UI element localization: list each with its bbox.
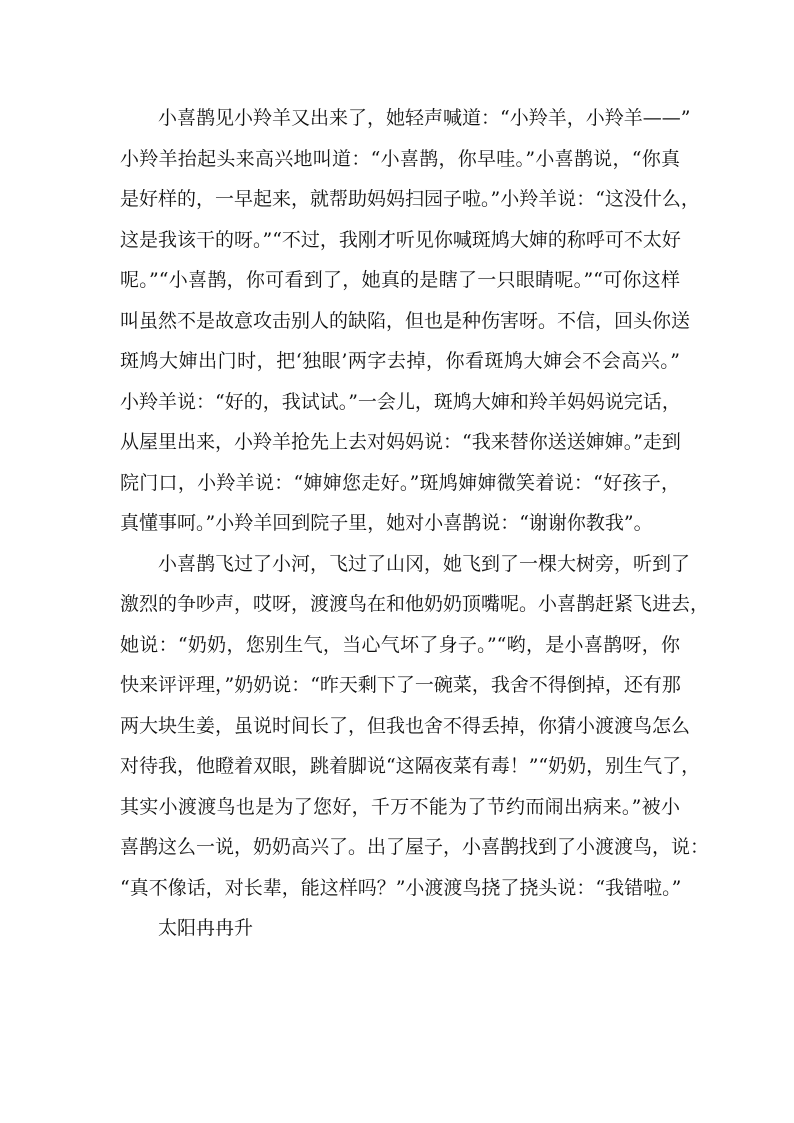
text-line: “真不像话，对长辈，能这样吗？”小渡渡鸟挠了挠头说：“我错啦。”	[120, 876, 682, 899]
text-line: 小羚羊说：“好的，我试试。”一会儿，斑鸠大婶和羚羊妈妈说完话，	[120, 390, 681, 413]
text-line: 院门口，小羚羊说：“婶婶您走好。”斑鸠婶婶微笑着说：“好孩子，	[120, 471, 680, 494]
text-line: 喜鹊这么一说，奶奶高兴了。出了屋子，小喜鹊找到了小渡渡鸟，说：	[120, 836, 710, 858]
text-line: 其实小渡渡鸟也是为了您好，千万不能为了节约而闹出病来。”被小	[120, 795, 680, 818]
text-line: 她说：“奶奶，您别生气，当心气坏了身子。”“哟，是小喜鹊呀，你	[120, 633, 680, 656]
text-line: 小喜鹊飞过了小河，飞过了山冈，她飞到了一棵大树旁，听到了	[158, 552, 691, 575]
text-line: 小羚羊抬起头来高兴地叫道：“小喜鹊，你早哇。”小喜鹊说，“你真	[120, 147, 680, 170]
text-line: 激烈的争吵声，哎呀，渡渡鸟在和他奶奶顶嘴呢。小喜鹊赶紧飞进去，	[120, 593, 710, 615]
text-line: 从屋里出来，小羚羊抢先上去对妈妈说：“我来替你送送婶婶。”走到	[120, 431, 681, 453]
text-line: 两大块生姜，虽说时间长了，但我也舍不得丢掉，你猜小渡渡鸟怎么	[120, 714, 691, 737]
text-line: 小喜鹊见小羚羊又出来了，她轻声喊道：“小羚羊，小羚羊——”	[158, 107, 691, 129]
text-line: 太阳冉冉升	[158, 917, 254, 939]
document-body	[120, 98, 710, 949]
text-line: 这是我该干的呀。”“不过，我刚才听见你喊斑鸠大婶的称呼可不太好	[120, 228, 681, 251]
text-line: 呢。”“小喜鹊，你可看到了，她真的是瞎了一只眼睛呢。”“可你这样	[120, 269, 680, 291]
text-line: 快来评评理，”奶奶说：“昨天剩下了一碗菜，我舍不得倒掉，还有那	[120, 674, 681, 696]
text-line: 对待我，他瞪着双眼，跳着脚说“这隔夜菜有毒！”“奶奶，别生气了，	[120, 755, 701, 777]
paragraph-1	[120, 98, 700, 544]
text-line: 真懂事呵。”小羚羊回到院子里，她对小喜鹊说：“谢谢你教我”。	[120, 512, 653, 534]
paragraph-3	[120, 908, 680, 949]
paragraph-2	[120, 544, 710, 909]
text-line: 斑鸠大婶出门时，把‘独眼’两字去掉，你看斑鸠大婶会不会高兴。”	[120, 350, 680, 372]
text-line: 叫虽然不是故意攻击别人的缺陷，但也是种伤害呀。不信，回头你送	[120, 309, 691, 332]
text-line: 是好样的，一早起来，就帮助妈妈扫园子啦。”小羚羊说：“这没什么，	[120, 188, 700, 210]
